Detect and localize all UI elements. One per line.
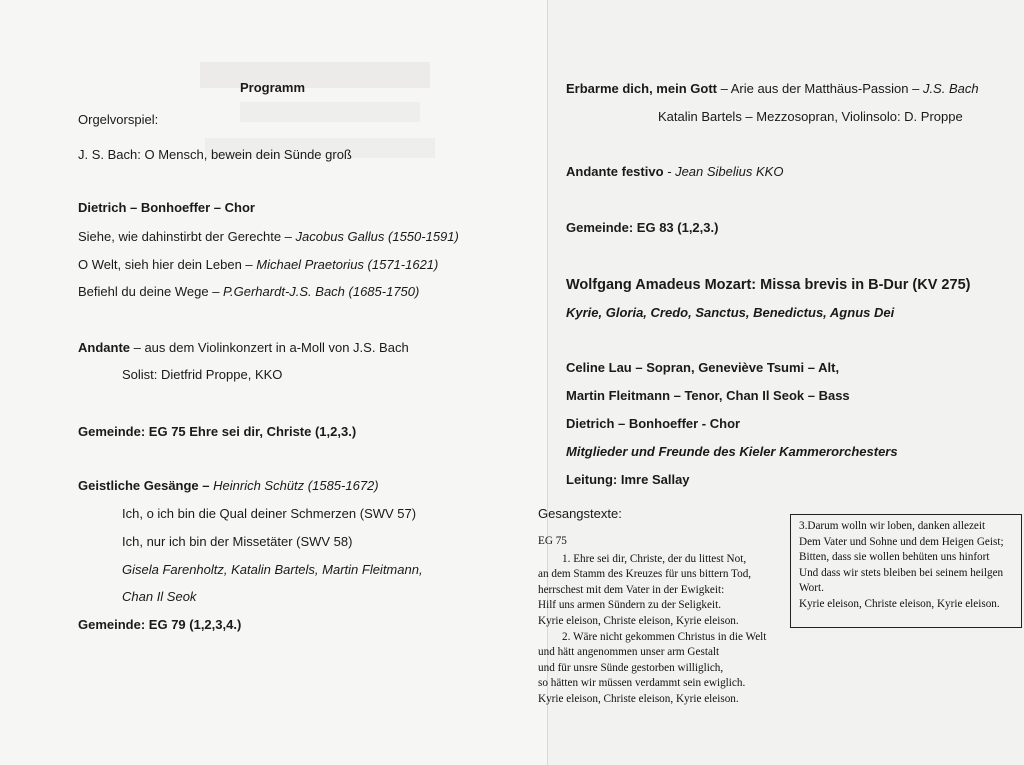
geistliche-composer: Heinrich Schütz (1585-1672) — [213, 478, 379, 493]
singers-line: Gisela Farenholtz, Katalin Bartels, Martin Fleitmann, — [122, 562, 423, 577]
hymn-line: 1. Ehre sei dir, Christe, der du littest Not, — [562, 552, 747, 565]
bleed-through-block — [240, 102, 420, 122]
erbarme-description: – Arie aus der Matthäus-Passion – — [716, 81, 923, 96]
hymn-text — [538, 534, 788, 708]
chor-item-composer: P.Gerhardt-J.S. Bach (1685-1750) — [223, 284, 420, 299]
andante-festivo-title: Andante festivo — [566, 164, 664, 179]
hymn-line: so hätten wir müssen verdammt sein ewiglich. — [538, 677, 746, 690]
hymn-line: herrschest mit dem Vater in der Ewigkeit: — [538, 583, 725, 596]
verse-line: Wort. — [799, 582, 824, 595]
geistliche-label: Geistliche Gesänge – — [78, 478, 214, 493]
hymn-line: an dem Stamm des Kreuzes für uns bittern Tod, — [538, 568, 752, 581]
orchestra-line: Mitglieder und Freunde des Kieler Kammerorchesters — [566, 444, 898, 459]
chor-heading: Dietrich – Bonhoeffer – Chor — [78, 200, 255, 215]
chor-item-composer: Michael Praetorius (1571-1621) — [256, 257, 439, 272]
soloists-line: Martin Fleitmann – Tenor, Chan Il Seok – Bass — [566, 388, 850, 403]
hymn-line: und für unsre Sünde gestorben williglich, — [538, 661, 724, 674]
solist-line: Solist: Dietfrid Proppe, KKO — [122, 367, 283, 382]
gemeinde-eg79: Gemeinde: EG 79 (1,2,3,4.) — [78, 617, 242, 632]
orgel-item: J. S. Bach: O Mensch, bewein dein Sünde groß — [78, 147, 352, 162]
schuetz-item: Ich, o ich bin die Qual deiner Schmerzen (SWV 57) — [122, 506, 417, 521]
schuetz-item: Ich, nur ich bin der Missetäter (SWV 58) — [122, 534, 353, 549]
hymn-line: und hätt angenommen unser arm Gestalt — [538, 646, 720, 659]
mass-parts: Kyrie, Gloria, Credo, Sanctus, Benedictus, Agnus Dei — [566, 305, 895, 320]
hymn-line: Hilf uns armen Sündern zu der Seligkeit. — [538, 599, 721, 612]
gesangstexte-heading: Gesangstexte: — [538, 506, 622, 521]
verse-line: Bitten, dass sie wollen behüten uns hinfort — [799, 551, 990, 564]
verse-line: Dem Vater und Sohne und dem Heigen Geist; — [799, 535, 1004, 548]
geistliche-heading — [78, 478, 379, 494]
hymn-number: EG 75 — [538, 535, 567, 547]
mozart-heading: Wolfgang Amadeus Mozart: Missa brevis in B-Dur (KV 275) — [566, 277, 971, 293]
chor-item — [78, 284, 419, 300]
erbarme-title: Erbarme dich, mein Gott — [566, 81, 717, 96]
hymn-line: Kyrie eleison, Christe eleison, Kyrie eleison. — [538, 692, 739, 705]
gemeinde-ehre: Gemeinde: EG 75 Ehre sei dir, Christe (1,2,3.) — [78, 424, 357, 439]
verse-line: 3.Darum wolln wir loben, danken allezeit — [799, 520, 986, 532]
andante-festivo-composer: - Jean Sibelius KKO — [663, 164, 784, 179]
bleed-through-block — [200, 62, 430, 88]
erbarme-performers: Katalin Bartels – Mezzosopran, Violinsolo: D. Proppe — [658, 109, 963, 124]
gemeinde-eg83: Gemeinde: EG 83 (1,2,3.) — [566, 220, 719, 235]
andante-festivo-line — [566, 164, 783, 180]
hymn-line: Kyrie eleison, Christe eleison, Kyrie eleison. — [538, 614, 739, 627]
verse-line: Kyrie eleison, Christe eleison, Kyrie eleison. — [799, 597, 1000, 610]
choir-line: Dietrich – Bonhoeffer - Chor — [566, 416, 741, 431]
erbarme-line — [566, 81, 979, 97]
hymn-line: 2. Wäre nicht gekommen Christus in die Welt — [562, 630, 767, 643]
erbarme-composer: J.S. Bach — [922, 81, 979, 96]
chor-item-title: Siehe, wie dahinstirbt der Gerechte – — [78, 229, 296, 244]
singers-line: Chan Il Seok — [122, 589, 197, 604]
chor-item — [78, 257, 438, 273]
andante-label: Andante — [78, 340, 130, 355]
verse-line: Und dass wir stets bleiben bei seinem heilgen — [799, 566, 1004, 579]
chor-item-title: O Welt, sieh hier dein Leben – — [78, 257, 257, 272]
soloists-line: Celine Lau – Sopran, Geneviève Tsumi – Alt, — [566, 360, 840, 375]
leitung-line: Leitung: Imre Sallay — [566, 472, 690, 487]
hymn-verse-box — [790, 514, 1022, 628]
chor-item-title: Befiehl du deine Wege – — [78, 284, 224, 299]
program-title: Programm — [240, 80, 306, 95]
andante-description: – aus dem Violinkonzert in a-Moll von J.S. Bach — [130, 340, 409, 355]
chor-item — [78, 229, 459, 245]
chor-item-composer: Jacobus Gallus (1550-1591) — [295, 229, 459, 244]
orgel-heading: Orgelvorspiel: — [78, 112, 159, 127]
andante-line — [78, 340, 409, 356]
